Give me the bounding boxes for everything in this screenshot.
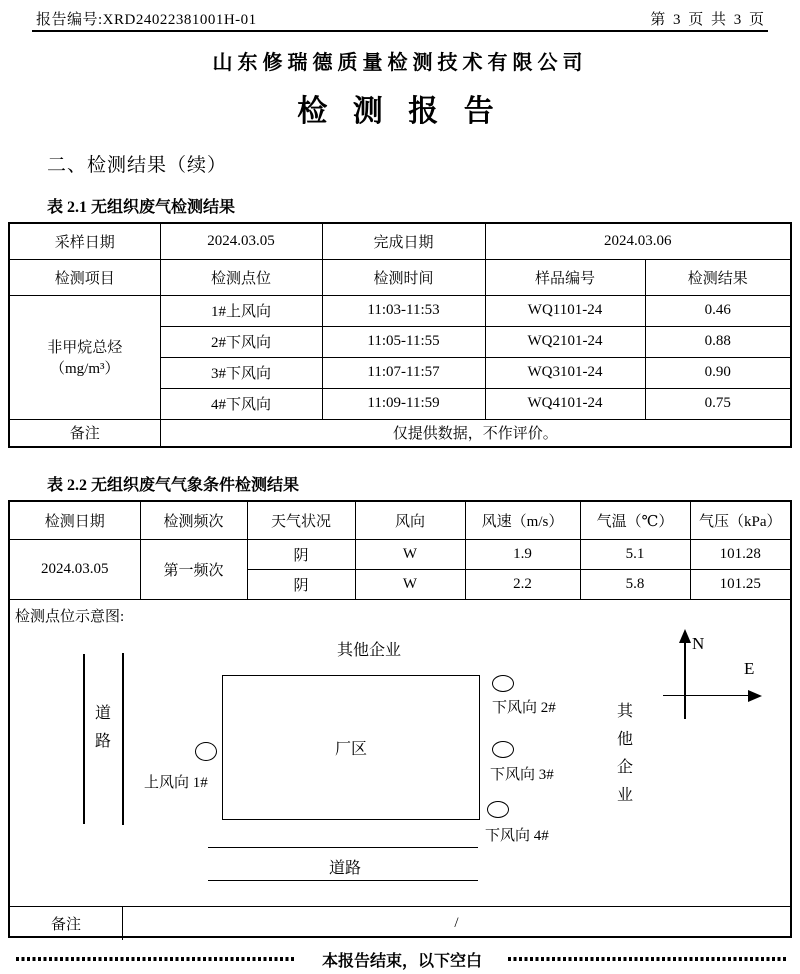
cell-time: 11:03-11:53	[322, 295, 485, 326]
sampling-point-label-1: 上风向 1#	[144, 774, 208, 791]
table-2-1-caption: 表 2.1 无组织废气检测结果	[47, 199, 236, 216]
cell-wind-dir: W	[355, 539, 465, 569]
remark-value: 仅提供数据，不作评价。	[160, 419, 791, 447]
west-road-line	[122, 653, 124, 825]
dotted-rule	[508, 957, 788, 961]
completion-date-label: 完成日期	[322, 223, 485, 259]
table-2-2	[8, 500, 792, 938]
page-indicator: 第 3 页 共 3 页	[650, 12, 766, 28]
west-road-line	[83, 654, 85, 824]
cell-result: 0.75	[645, 388, 791, 419]
east-area-label: 其他企业	[616, 702, 633, 804]
cell-result: 0.90	[645, 357, 791, 388]
cell-point: 3#下风向	[160, 357, 322, 388]
south-road-label: 道路	[328, 859, 361, 877]
cell-point: 1#上风向	[160, 295, 322, 326]
cell-wind-speed: 1.9	[465, 539, 580, 569]
dotted-rule	[16, 957, 296, 961]
header-rule	[32, 30, 768, 32]
sampling-date-value: 2024.03.05	[160, 223, 322, 259]
sampling-point-circle-2	[492, 675, 514, 692]
cell-temp: 5.8	[580, 569, 690, 599]
cell-time: 11:07-11:57	[322, 357, 485, 388]
section-heading: 二、检测结果（续）	[47, 155, 228, 176]
sampling-point-circle-1	[195, 742, 217, 761]
table-2-1	[8, 222, 792, 448]
west-road-label: 道路	[94, 704, 111, 750]
cell-pressure: 101.28	[690, 539, 790, 569]
remark-label: 备注	[10, 907, 123, 940]
table-row	[9, 295, 791, 326]
cell-temp: 5.1	[580, 539, 690, 569]
cell-sample-no: WQ1101-24	[485, 295, 645, 326]
table-row	[10, 539, 790, 569]
compass-vertical-line	[684, 641, 686, 719]
remark-value: /	[454, 914, 459, 931]
report-end-footer	[16, 946, 788, 972]
cell-time: 11:09-11:59	[322, 388, 485, 419]
south-road-line	[208, 847, 478, 849]
remark-row	[9, 419, 791, 447]
compass-horizontal-line	[663, 695, 749, 697]
sampling-point-label-3: 下风向 3#	[490, 766, 554, 783]
parameter-unit: （mg/m³）	[50, 361, 120, 377]
column-header: 风向	[355, 502, 465, 539]
column-header: 检测项目	[9, 259, 160, 295]
cell-wind-speed: 2.2	[465, 569, 580, 599]
report-title: 检 测 报 告	[297, 95, 503, 128]
parameter-name: 非甲烷总烃	[47, 340, 123, 356]
column-header: 风速（m/s）	[465, 502, 580, 539]
column-header: 检测日期	[10, 502, 140, 539]
cell-result: 0.46	[645, 295, 791, 326]
column-header: 气温（℃）	[580, 502, 690, 539]
column-header: 样品编号	[485, 259, 645, 295]
meteorology-table	[10, 502, 790, 600]
cell-weather: 阴	[247, 539, 355, 569]
column-header: 气压（kPa）	[690, 502, 790, 539]
column-header: 检测频次	[140, 502, 247, 539]
column-header: 天气状况	[247, 502, 355, 539]
report-number: 报告编号:XRD24022381001H-01	[36, 12, 257, 28]
remark-label: 备注	[9, 419, 160, 447]
cell-date: 2024.03.05	[10, 539, 140, 599]
table-row	[9, 223, 791, 259]
column-header: 检测时间	[322, 259, 485, 295]
completion-date-value: 2024.03.06	[485, 223, 791, 259]
sampling-date-label: 采样日期	[9, 223, 160, 259]
cell-point: 2#下风向	[160, 326, 322, 357]
sampling-point-circle-4	[487, 801, 509, 818]
compass-north-label: N	[692, 633, 705, 653]
cell-time: 11:05-11:55	[322, 326, 485, 357]
column-header: 检测结果	[645, 259, 791, 295]
cell-weather: 阴	[247, 569, 355, 599]
north-area-label: 其他企业	[336, 641, 401, 659]
table-header-row	[10, 502, 790, 539]
company-name: 山东修瑞德质量检测技术有限公司	[212, 52, 588, 74]
report-end-text: 本报告结束，以下空白	[322, 952, 483, 970]
table-header-row	[9, 259, 791, 295]
table-2-2-caption: 表 2.2 无组织废气气象条件检测结果	[47, 477, 300, 494]
compass-east-label: E	[744, 658, 755, 678]
cell-frequency: 第一频次	[140, 539, 247, 599]
sampling-point-label-2: 下风向 2#	[492, 699, 556, 716]
remark-row	[10, 906, 790, 940]
compass-east-arrow-icon	[748, 690, 762, 702]
cell-sample-no: WQ2101-24	[485, 326, 645, 357]
factory-label: 厂区	[334, 740, 367, 758]
column-header: 检测点位	[160, 259, 322, 295]
diagram-label: 检测点位示意图:	[15, 608, 125, 625]
factory-rect	[222, 675, 480, 820]
sampling-point-circle-3	[492, 741, 514, 758]
sampling-point-label-4: 下风向 4#	[485, 827, 549, 844]
cell-result: 0.88	[645, 326, 791, 357]
cell-wind-dir: W	[355, 569, 465, 599]
cell-pressure: 101.25	[690, 569, 790, 599]
cell-sample-no: WQ3101-24	[485, 357, 645, 388]
sampling-site-diagram	[10, 600, 790, 906]
parameter-cell	[9, 295, 160, 419]
cell-sample-no: WQ4101-24	[485, 388, 645, 419]
south-road-line	[208, 880, 478, 882]
cell-point: 4#下风向	[160, 388, 322, 419]
